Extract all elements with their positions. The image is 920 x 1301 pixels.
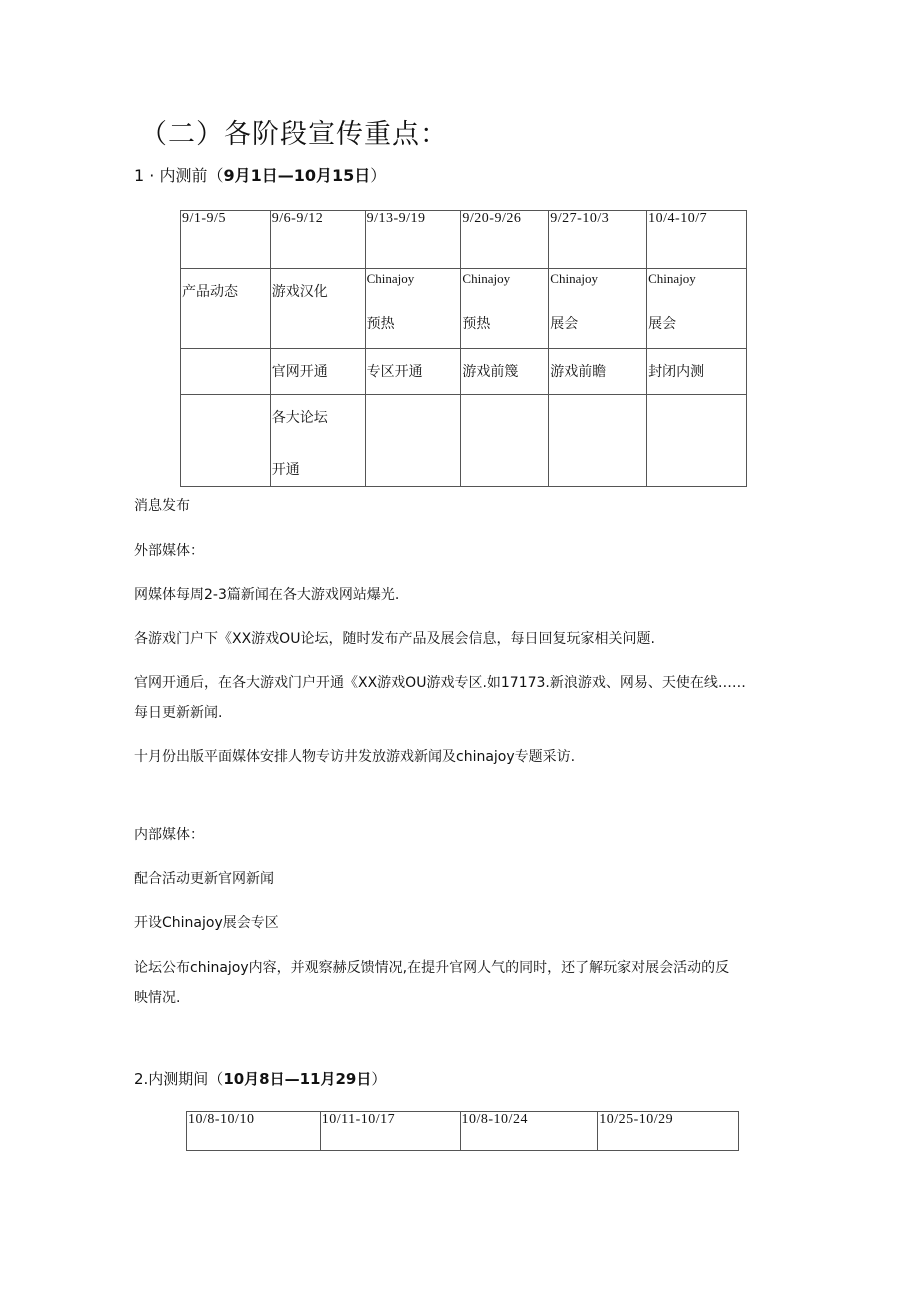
external-media-label: 外部媒体： [134,543,204,559]
table-cell: 产品动态 [181,269,271,349]
table-cell: 10/25-10/29 [598,1112,739,1151]
external-item: 十月份出版平面媒体安排人物专访井发放游戏新闻及chinajoy专题采访. [134,749,576,765]
internal-item: 论坛公布chinajoy内容，并观察赫反馈情况,在提升官网人气的同时，还了解玩家对展会活动的反 [134,960,730,976]
external-item: 每日更新新闻. [134,705,223,721]
table-cell [647,395,747,487]
table-cell: 各大论坛 开通 [270,395,365,487]
phase1-heading [134,163,386,186]
table-row [181,269,747,349]
table-cell: 10/8-10/24 [460,1112,598,1151]
section-title: （二）各阶段宣传重点： [140,119,448,150]
external-item: 官网开通后，在各大游戏门户开通《XX游戏OU游戏专区.如17173.新浪游戏、网易、天使在线…… [134,675,746,691]
internal-item: 映情况. [134,990,181,1006]
table-cell: 9/6-9/12 [270,211,365,269]
table-cell [365,395,461,487]
external-item: 各游戏门户下《XX游戏OU论坛，随时发布产品及展会信息，每日回复玩家相关问题. [134,631,655,647]
phase2-heading-prefix: 2.内测期间（ [134,1070,224,1088]
phase1-schedule-table [180,210,747,487]
phase2-heading [134,1068,386,1089]
internal-item: 开设Chinajoy展会专区 [134,915,279,931]
table-cell: 10/11-10/17 [320,1112,460,1151]
table-cell: Chinajoy 预热 [365,269,461,349]
table-cell: 9/1-9/5 [181,211,271,269]
table-cell [181,349,271,395]
table-cell: 专区开通 [365,349,461,395]
news-label: 消息发布 [134,498,190,514]
table-cell: 10/8-10/10 [187,1112,321,1151]
table-row [181,349,747,395]
table-cell [461,395,549,487]
table-cell: Chinajoy 预热 [461,269,549,349]
phase1-heading-prefix: 1 · 内测前（ [134,166,224,185]
table-cell: Chinajoy 展会 [647,269,747,349]
table-row [187,1112,739,1151]
table-cell [549,395,647,487]
phase2-schedule-table [186,1111,739,1151]
table-row [181,395,747,487]
external-item: 网媒体每周2-3篇新闻在各大游戏网站爆光. [134,587,400,603]
phase1-heading-dates: 9月1日—10月15日 [223,166,371,185]
table-cell: 游戏前篾 [461,349,549,395]
table-cell: 封闭内测 [647,349,747,395]
table-cell: 10/4-10/7 [647,211,747,269]
table-row [181,211,747,269]
phase2-heading-dates: 10月8日—11月29日 [223,1070,372,1088]
phase2-heading-suffix: ） [371,1070,387,1088]
table-cell: 游戏前瞻 [549,349,647,395]
table-cell: 游戏汉化 [270,269,365,349]
table-cell: 9/20-9/26 [461,211,549,269]
internal-item: 配合活动更新官网新闻 [134,871,274,887]
phase1-heading-suffix: ） [370,166,387,185]
table-cell [181,395,271,487]
table-cell: 9/13-9/19 [365,211,461,269]
internal-media-label: 内部媒体： [134,827,204,843]
table-cell: Chinajoy 展会 [549,269,647,349]
table-cell: 官网开通 [270,349,365,395]
table-cell: 9/27-10/3 [549,211,647,269]
